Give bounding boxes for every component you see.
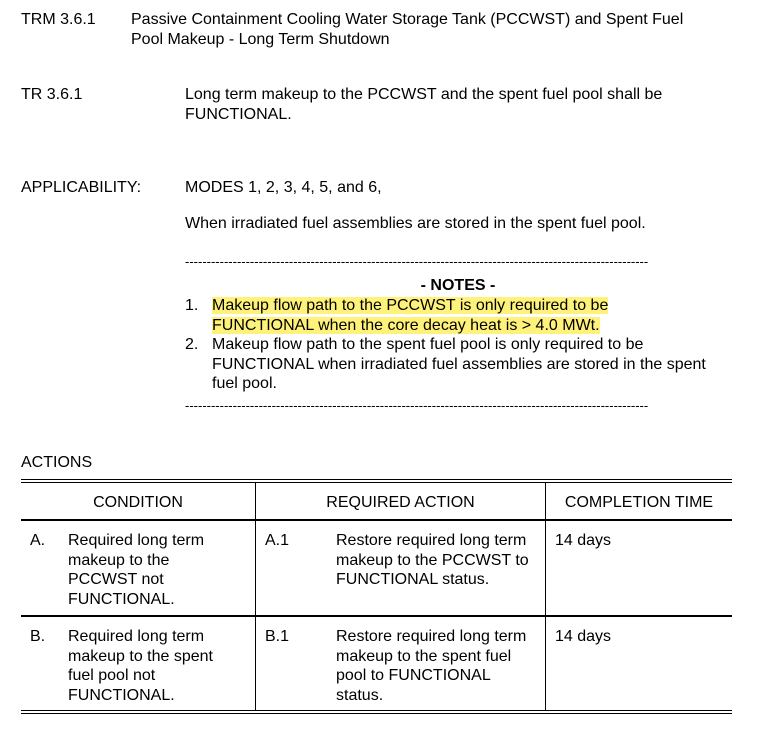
note-2-line1: Makeup flow path to the spent fuel pool is only required to be [212,336,644,353]
actions-label: ACTIONS [21,454,93,471]
section-title-line1: Passive Containment Cooling Water Storage Tank (PCCWST) and Spent Fuel [131,11,684,28]
requirement-label: TR 3.6.1 [21,86,83,103]
requirement-text-line2: FUNCTIONAL. [185,105,292,123]
table-rule-header [21,519,732,521]
condition-letter: B. [30,628,46,645]
note-1-line1-highlighted: Makeup flow path to the PCCWST is only required to be [212,297,609,314]
applicability-condition: When irradiated fuel assemblies are stored in the spent fuel pool. [185,215,646,232]
condition-line: makeup to the [68,551,170,569]
condition-line: fuel pool not [68,667,156,684]
requirement-text-line1: Long term makeup to the PCCWST and the spent fuel pool shall be [185,86,663,103]
completion-time: 14 days [555,532,612,549]
table-column-divider-2 [545,482,546,711]
action-line: Restore required long term [336,628,527,645]
completion-time: 14 days [555,628,612,645]
condition-line: FUNCTIONAL. [68,590,175,608]
note-1-line2-highlighted: FUNCTIONAL when the core decay heat is > 4.0 MWt. [212,316,600,334]
header-required-action: REQUIRED ACTION [326,494,475,511]
header-condition: CONDITION [93,494,183,511]
section-number: TRM 3.6.1 [21,11,96,28]
action-line: makeup to the spent fuel [336,647,512,665]
table-rule-bottom-2 [21,713,732,714]
action-id: A.1 [265,532,290,549]
note-number: 2. [185,336,199,353]
table-rule-top-2 [21,482,732,483]
note-2-line3: fuel pool. [212,375,277,392]
action-line: Restore required long term [336,532,527,549]
condition-line: makeup to the spent [68,647,213,665]
condition-letter: A. [30,532,46,549]
applicability-label: APPLICABILITY: [21,179,142,196]
action-line: FUNCTIONAL status. [336,571,490,588]
notes-divider-top: ----------------------------------------------------------------------------------------------------------- [185,254,649,269]
note-2-line2: FUNCTIONAL when irradiated fuel assemblies are stored in the spent [212,355,706,373]
section-title-line2: Pool Makeup - Long Term Shutdown [131,30,390,48]
action-text [336,531,529,590]
table-rule-bottom-1 [21,710,732,711]
action-line: status. [336,686,384,704]
header-completion-time: COMPLETION TIME [564,494,714,511]
notes-divider-bottom: ----------------------------------------------------------------------------------------------------------- [185,398,649,413]
condition-line: Required long term [68,628,205,645]
condition-text [68,627,213,705]
condition-line: FUNCTIONAL. [68,686,175,704]
table-rule-top-1 [21,479,732,480]
action-line: pool to FUNCTIONAL [336,667,491,684]
action-id: B.1 [265,628,290,645]
table-column-divider-1 [255,482,256,711]
notes-title: - NOTES - [420,277,496,294]
note-number: 1. [185,297,199,314]
condition-text [68,531,204,609]
table-rule-row [21,615,732,617]
applicability-modes: MODES 1, 2, 3, 4, 5, and 6, [185,179,382,196]
condition-line: Required long term [68,532,205,549]
action-line: makeup to the PCCWST to [336,551,529,569]
condition-line: PCCWST not [68,571,164,588]
action-text [336,627,526,705]
